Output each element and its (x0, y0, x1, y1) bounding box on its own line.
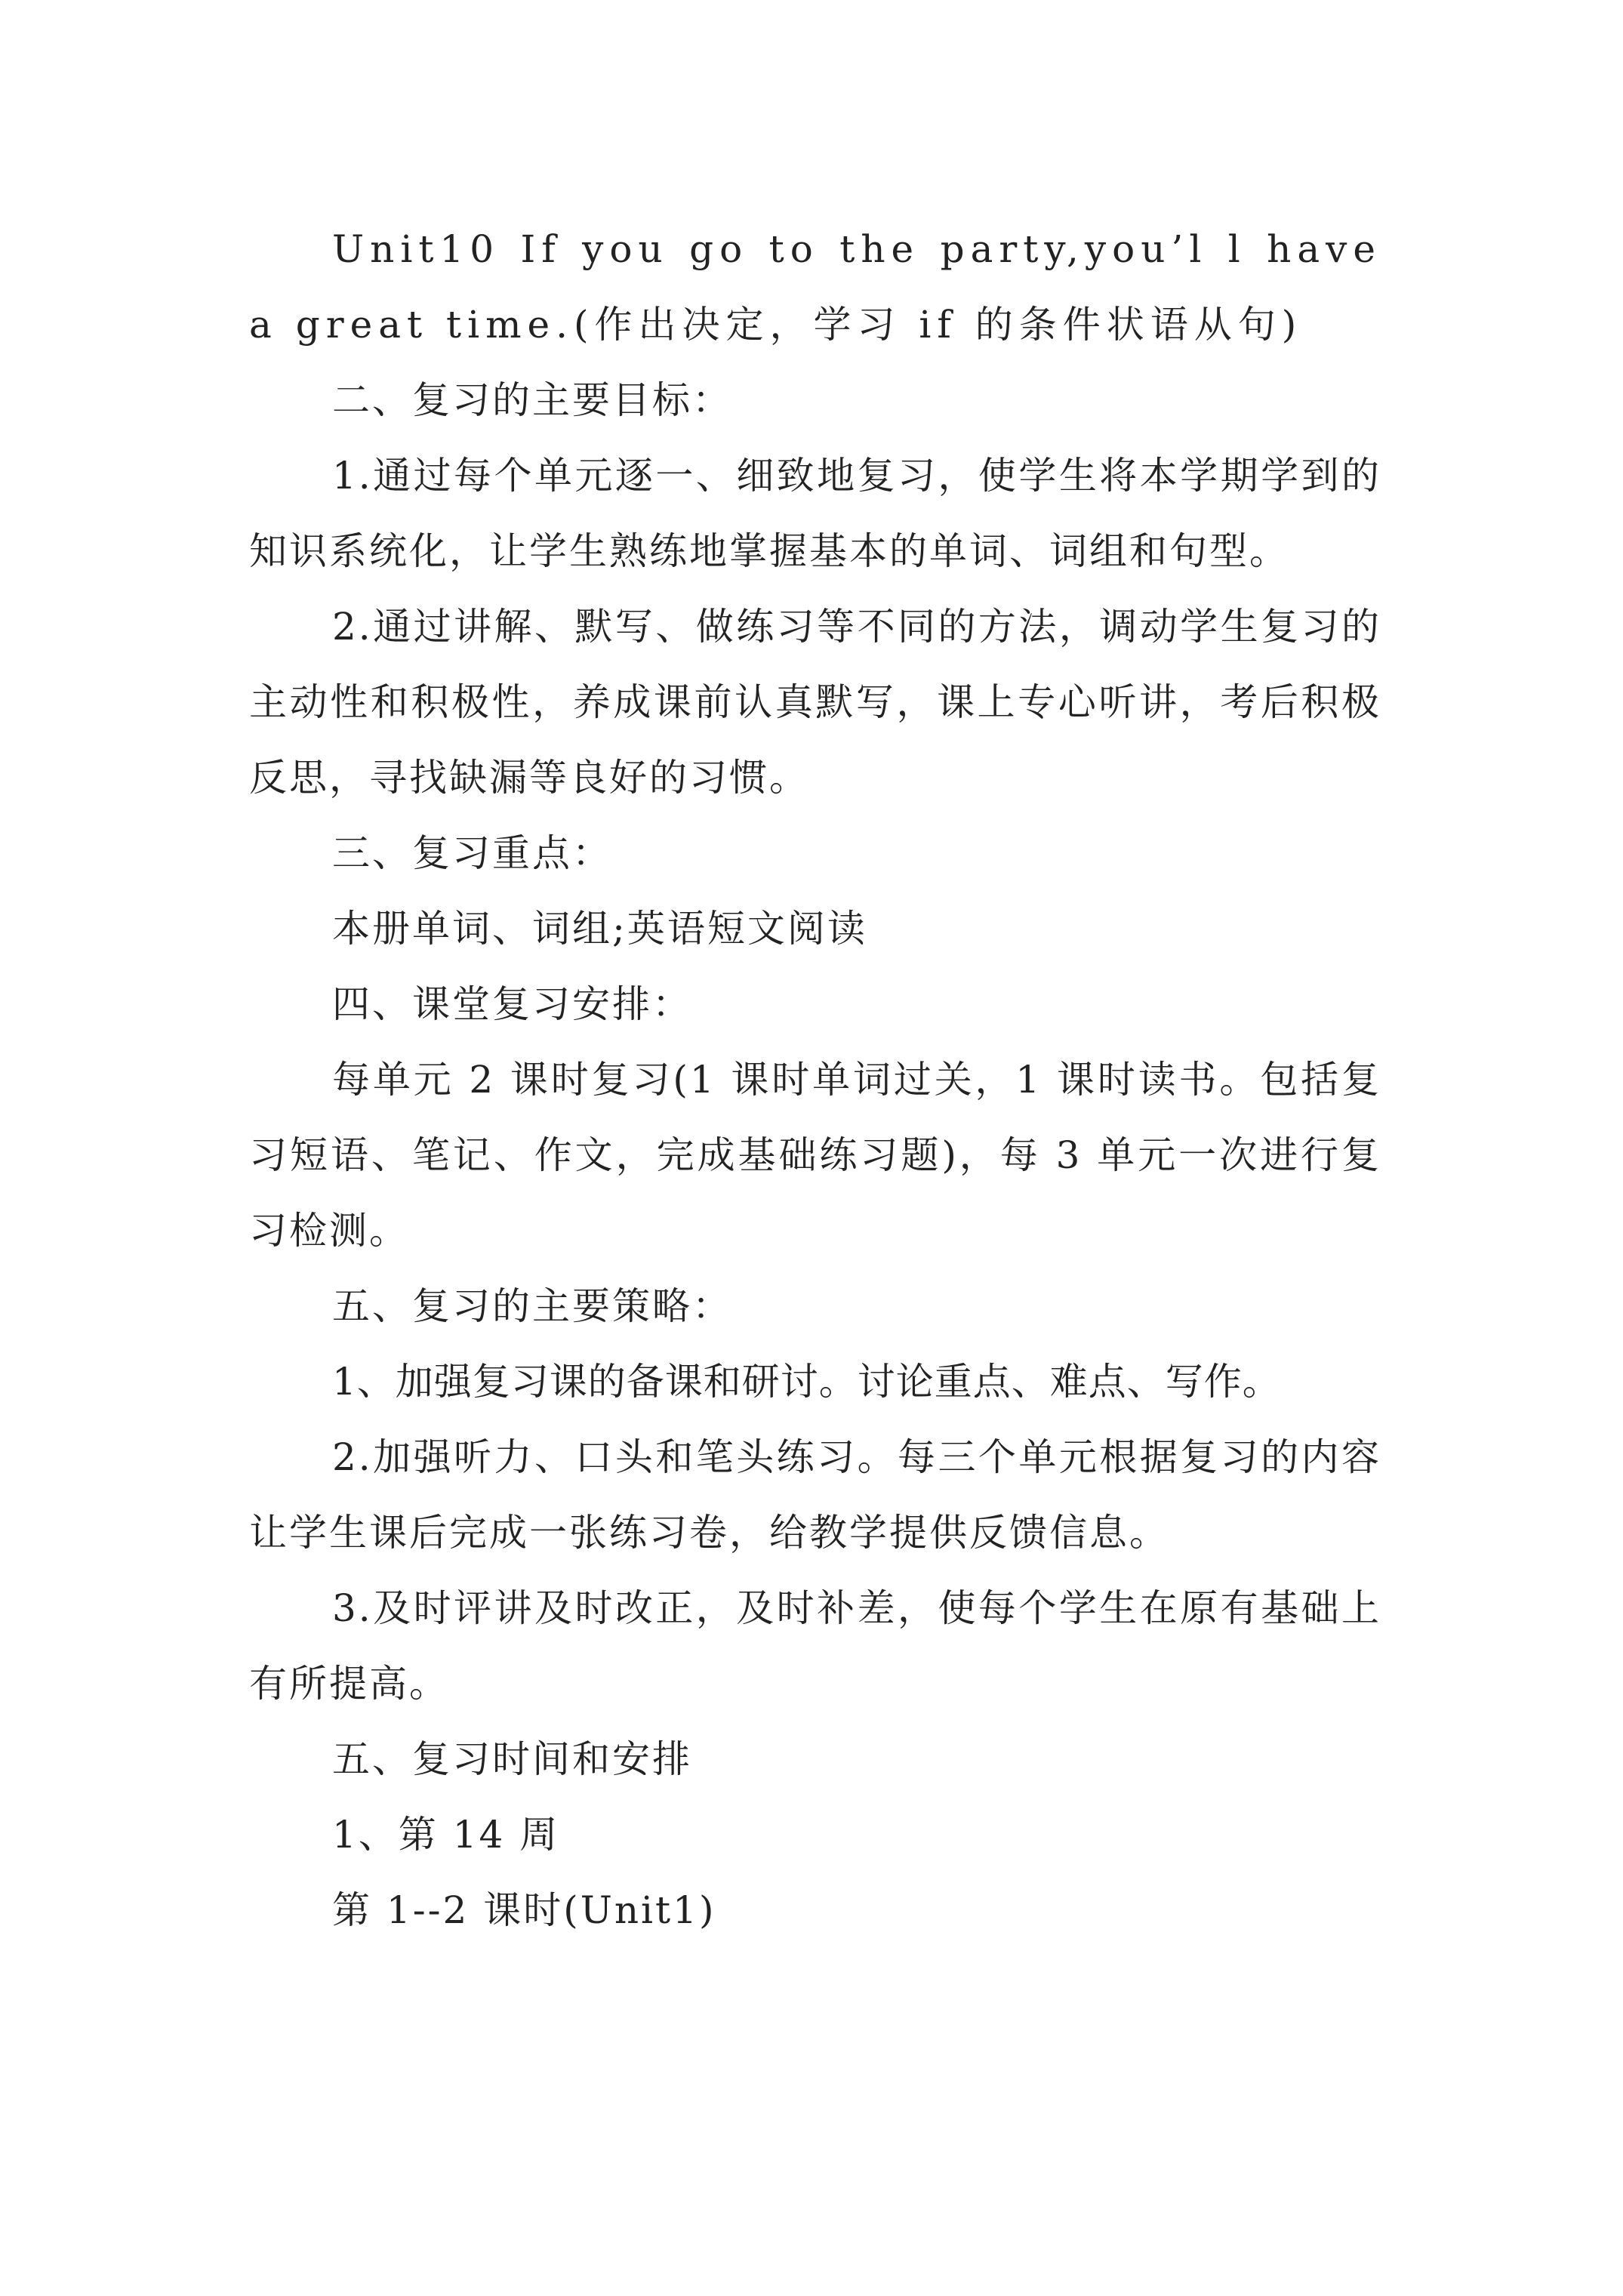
heading-review-schedule: 五、复习时间和安排 (332, 1737, 692, 1781)
paragraph-class-arrangement: 每单元 2 课时复习(1 课时单词过关，1 课时读书。包括复习短语、笔记、作文，完成基础练习题)，每 3 单元一次进行复习检测。 (249, 1058, 1381, 1253)
paragraph-review-focus: 本册单词、词组;英语短文阅读 (332, 907, 867, 951)
paragraph-goal-2: 2.通过讲解、默写、做练习等不同的方法，调动学生复习的主动性和积极性，养成课前认真默写，课上专心听讲，考后积极反思，寻找缺漏等良好的习惯。 (249, 605, 1381, 800)
heading-main-goals: 二、复习的主要目标： (332, 378, 732, 422)
heading-review-focus: 三、复习重点： (332, 831, 612, 875)
paragraph-goal-1: 1.通过每个单元逐一、细致地复习，使学生将本学期学到的知识系统化，让学生熟练地掌握基本的单词、词组和句型。 (249, 454, 1381, 573)
paragraph-week-14: 1、第 14 周 (332, 1813, 560, 1857)
paragraph-lessons-1-2: 第 1--2 课时(Unit1) (332, 1888, 716, 1932)
paragraph-strategy-1: 1、加强复习课的备课和研讨。讨论重点、难点、写作。 (332, 1360, 1281, 1404)
heading-class-arrangement: 四、课堂复习安排： (332, 982, 692, 1026)
paragraph-strategy-2: 2.加强听力、口头和笔头练习。每三个单元根据复习的内容让学生课后完成一张练习卷，给教学提供反馈信息。 (249, 1435, 1381, 1555)
heading-main-strategies: 五、复习的主要策略： (332, 1284, 732, 1328)
document-body (249, 211, 1381, 1948)
paragraph-strategy-3: 3.及时评讲及时改正，及时补差，使每个学生在原有基础上有所提高。 (249, 1586, 1381, 1706)
paragraph-unit10: Unit10 If you go to the party,you’l l have a great time.(作出决定，学习 if 的条件状语从句) (249, 227, 1381, 347)
